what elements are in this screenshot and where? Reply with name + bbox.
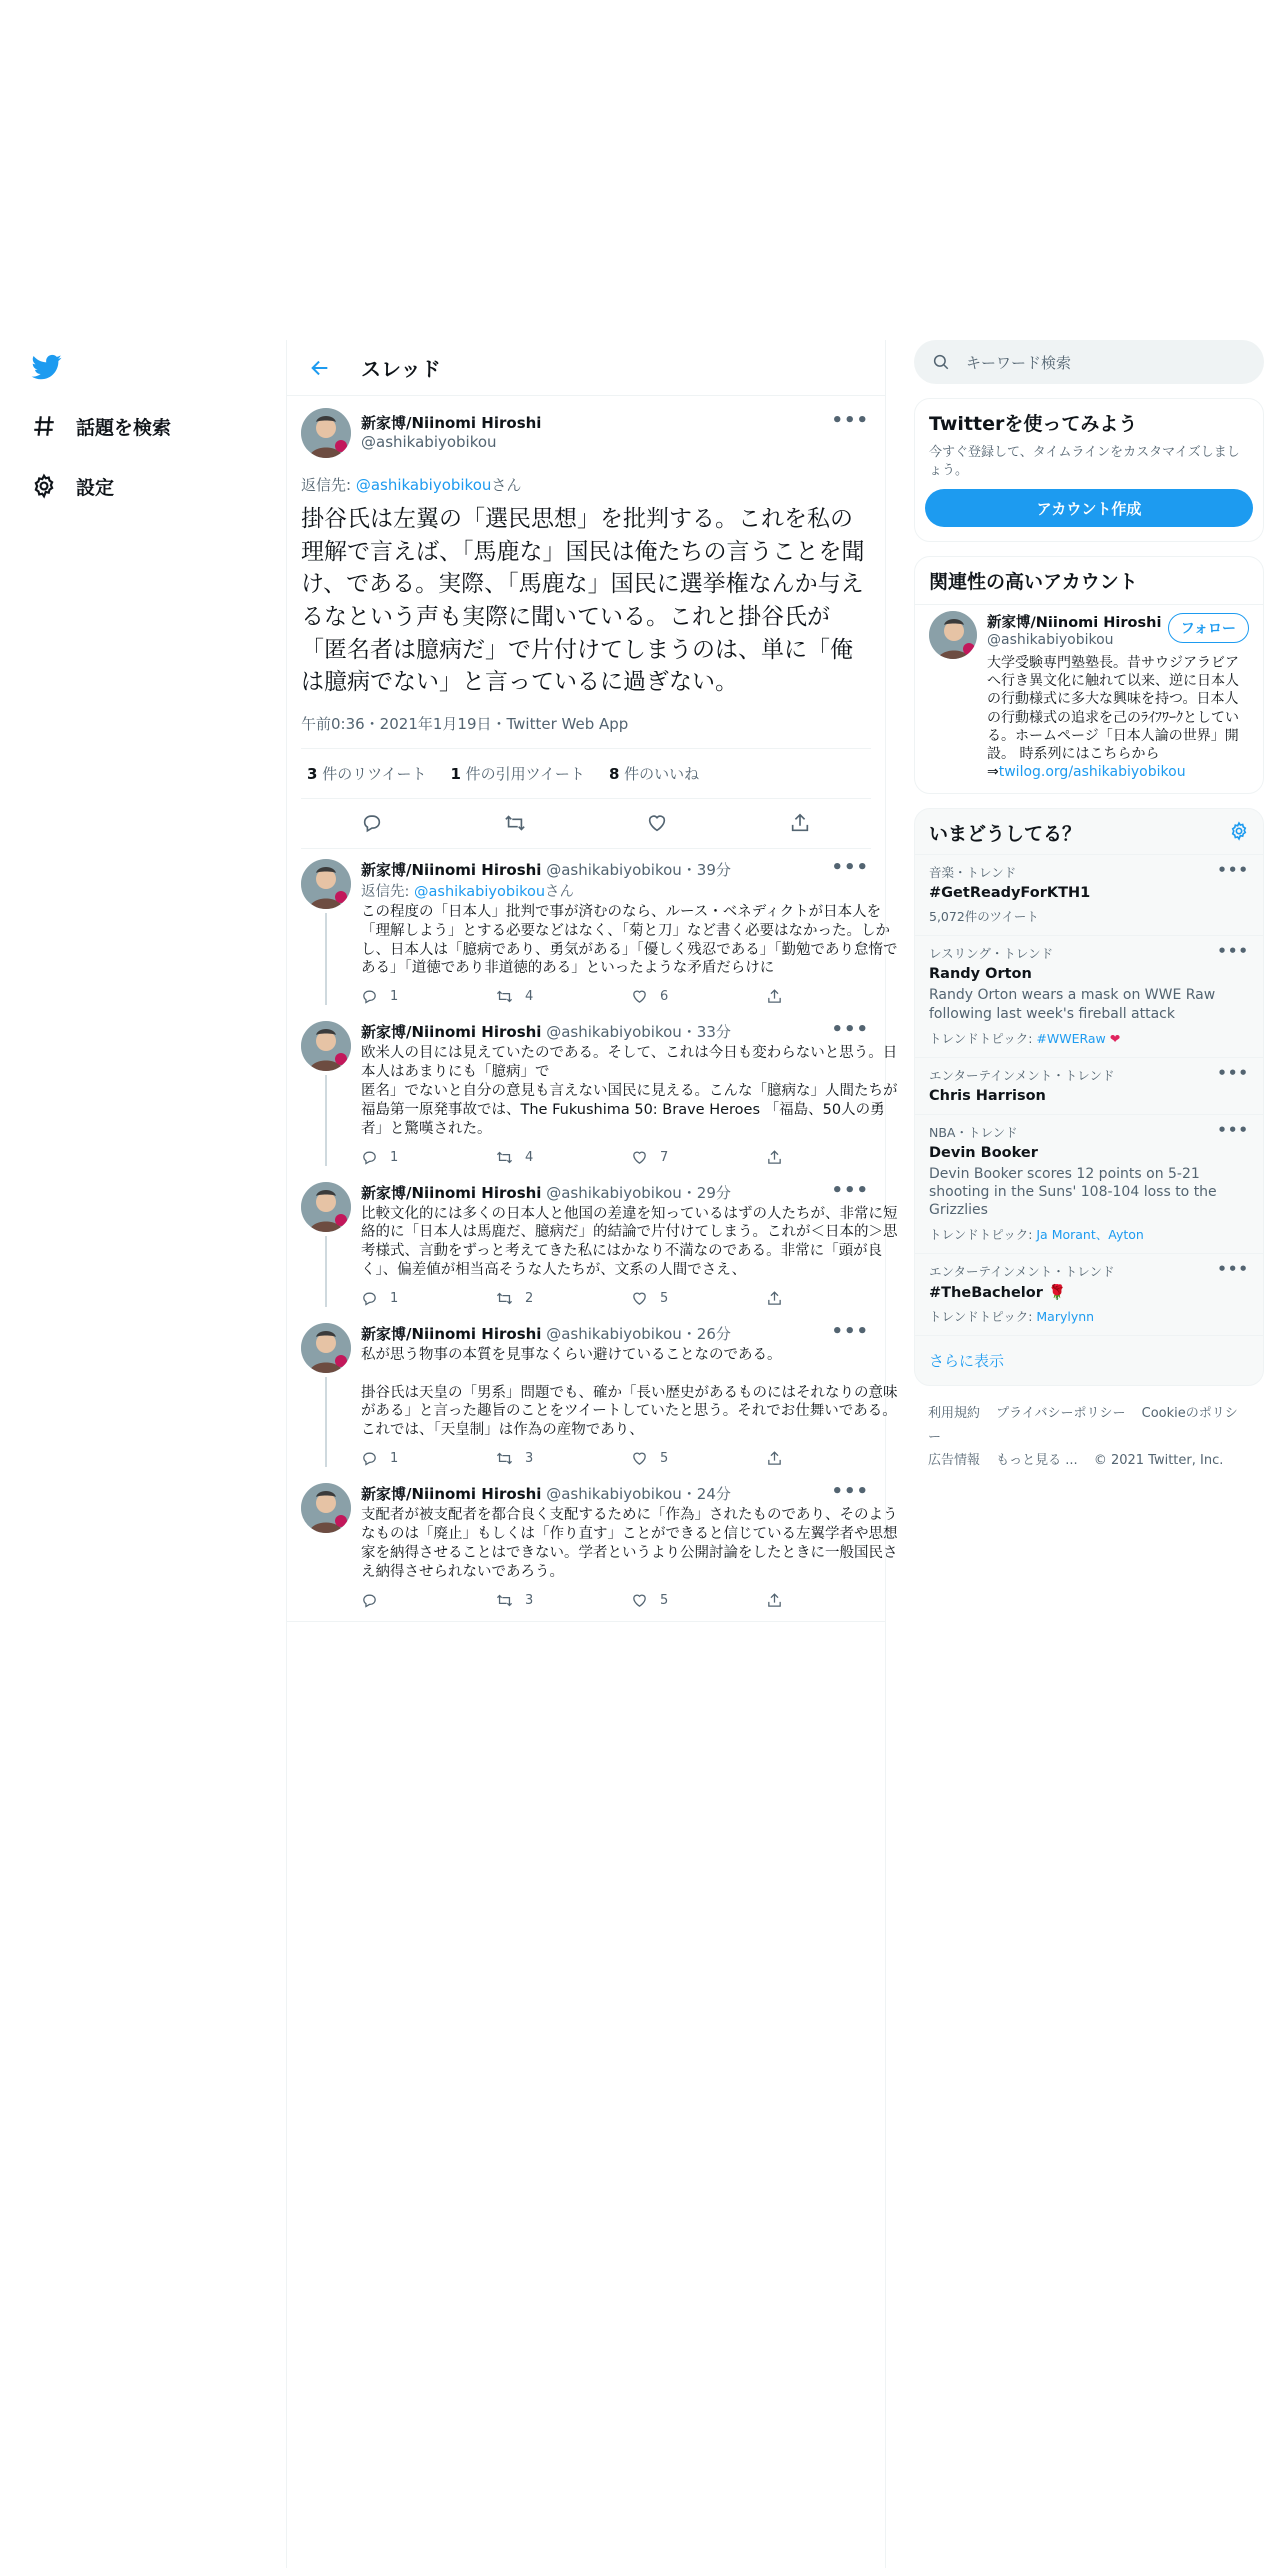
trend-item[interactable] xyxy=(915,936,1263,1057)
reply-text: 欧米人の目には見えていたのである。そして、これは今日も変わらないと思う。日本人はあまりにも「臆病」で 匿名」でないと自分の意見も言えない国民に見える。こんな「臆病な」人間たちが福島第一原発事故では、The Fukushima 50: Brave Heroes 「福島、50人の勇者」と驚嘆された。 xyxy=(361,1045,898,1137)
more-icon[interactable]: ••• xyxy=(831,410,869,431)
retweet-icon xyxy=(496,1592,513,1609)
reply-icon xyxy=(361,1149,378,1166)
thread-line xyxy=(325,1236,327,1307)
follow-button[interactable]: フォロー xyxy=(1168,613,1249,643)
reply-to: 返信先: @ashikabiyobikouさん xyxy=(361,883,575,900)
trend-topic-link[interactable]: #WWERaw xyxy=(1036,1030,1106,1046)
show-more-link[interactable]: さらに表示 xyxy=(929,1352,1005,1371)
trend-name: Randy Orton xyxy=(929,966,1032,983)
trend-name: #GetReadyForKTH1 xyxy=(929,885,1091,902)
trend-topics: トレンドトピック: Marylynn xyxy=(929,1309,1095,1325)
thread-line xyxy=(325,913,327,1005)
like-icon[interactable] xyxy=(644,810,670,836)
thread-line xyxy=(325,1377,327,1467)
quote-count[interactable]: 1 件の引用ツイート xyxy=(450,764,585,783)
reply-icon xyxy=(361,988,378,1005)
related-name[interactable]: 新家博/Niinomi Hiroshi xyxy=(987,615,1162,632)
reply-icon[interactable] xyxy=(359,810,385,836)
like-button[interactable]: 5 xyxy=(631,1290,766,1307)
footer xyxy=(914,1402,1264,1472)
retweet-count[interactable]: 3 件のリツイート xyxy=(307,764,427,783)
share-icon xyxy=(766,1450,783,1467)
reply-meta[interactable]: @ashikabiyobikou・24分 xyxy=(546,1485,731,1504)
nav-explore-label: 話題を検索 xyxy=(76,416,172,439)
avatar[interactable] xyxy=(929,611,977,659)
trends-card xyxy=(914,808,1264,1386)
right-sidebar xyxy=(914,340,1264,1473)
trend-meta: レスリング・トレンド xyxy=(929,946,1054,962)
footer-link[interactable]: プライバシーポリシー xyxy=(996,1406,1126,1422)
trend-desc: Devin Booker scores 12 points on 5-21 shooting in the Suns' 108-104 loss to the Grizzlies xyxy=(929,1165,1217,1219)
retweet-icon xyxy=(496,1149,513,1166)
reply-button[interactable]: 1 xyxy=(361,1149,496,1166)
hashtag-icon xyxy=(30,412,58,440)
like-button[interactable]: 7 xyxy=(631,1149,766,1166)
retweet-button[interactable]: 3 xyxy=(496,1592,631,1609)
reply-meta[interactable]: @ashikabiyobikou・33分 xyxy=(546,1023,731,1042)
list-item[interactable] xyxy=(287,1011,898,1171)
tweet-timestamp[interactable]: 午前0:36・2021年1月19日・Twitter Web App xyxy=(301,713,871,749)
trend-name: Chris Harrison xyxy=(929,1087,1046,1104)
trend-meta: 音楽・トレンド xyxy=(929,865,1017,881)
avatar[interactable] xyxy=(301,859,351,909)
list-item[interactable] xyxy=(287,1313,898,1473)
reply-meta[interactable]: @ashikabiyobikou・29分 xyxy=(546,1183,731,1202)
reply-icon xyxy=(361,1450,378,1467)
signup-card xyxy=(914,398,1264,542)
nav-explore[interactable] xyxy=(30,406,171,446)
author-name[interactable]: 新家博/Niinomi Hiroshi xyxy=(361,414,542,432)
trend-topics: トレンドトピック: #WWERaw ❤ xyxy=(929,1030,1121,1046)
avatar[interactable] xyxy=(301,1323,351,1373)
author-handle[interactable]: @ashikabiyobikou xyxy=(361,433,497,451)
reply-list xyxy=(287,849,898,1622)
retweet-icon xyxy=(496,988,513,1005)
bio-link[interactable]: twilog.org/ashikabiyobikou xyxy=(998,764,1186,781)
trend-name: #TheBachelor 🌹 xyxy=(929,1285,1066,1302)
reply-icon xyxy=(361,1592,378,1609)
more-icon[interactable]: ••• xyxy=(1217,1120,1249,1139)
share-icon xyxy=(766,1149,783,1166)
nav-settings[interactable] xyxy=(30,466,114,506)
reply-button[interactable]: 1 xyxy=(361,988,496,1005)
list-item[interactable] xyxy=(287,849,898,1011)
more-icon[interactable]: ••• xyxy=(831,1019,869,1041)
thread-line xyxy=(325,1075,327,1165)
tweet-text: 掛谷氏は左翼の「選民思想」を批判する。これを私の理解で言えば、「馬鹿な」国民は俺たちの言うことを聞け、である。実際、「馬鹿な」国民に選挙権なんか与えるなという声も実際に聞いている。これと掛谷氏が「匿名者は臆病だ」で片付けてしまうのは、単に「俺は臆病でない」と言っているに過ぎない。 xyxy=(301,506,865,696)
more-icon[interactable]: ••• xyxy=(1217,1260,1249,1279)
list-item[interactable] xyxy=(287,1473,898,1621)
more-icon[interactable]: ••• xyxy=(1217,861,1249,880)
share-button[interactable] xyxy=(766,1149,901,1166)
like-count[interactable]: 8 件のいいね xyxy=(608,764,700,783)
trend-meta: エンターテインメント・トレンド xyxy=(929,1067,1115,1083)
back-arrow-icon[interactable] xyxy=(305,353,335,383)
like-icon xyxy=(631,1149,648,1166)
reply-icon xyxy=(361,1290,378,1307)
like-icon xyxy=(631,988,648,1005)
reply-button[interactable] xyxy=(361,1592,496,1609)
signup-title: Twitterを使ってみよう xyxy=(929,413,1138,435)
rose-emoji-icon: 🌹 xyxy=(1047,1285,1066,1302)
related-handle[interactable]: @ashikabiyobikou xyxy=(987,632,1114,649)
reply-text: この程度の「日本人」批判で事が済むのなら、ルース・ベネディクトが日本人を「理解しよう」とする必要などはなく、「菊と刀」など書く必要はなかった。しかし、日本人は「臆病であり、勇気がある」「優しく残忍である」「勤勉であり怠惰である」「道徳であり非道徳的ある」といったような矛盾だらけに xyxy=(361,903,898,977)
trend-item[interactable] xyxy=(915,855,1263,936)
more-icon[interactable]: ••• xyxy=(831,1320,869,1342)
footer-link[interactable]: 利用規約 xyxy=(928,1406,981,1422)
like-button[interactable]: 5 xyxy=(631,1592,766,1609)
create-account-button[interactable]: アカウント作成 xyxy=(925,489,1253,527)
reply-author-name[interactable]: 新家博/Niinomi Hiroshi xyxy=(361,1183,542,1202)
retweet-icon[interactable] xyxy=(502,810,528,836)
reply-to-link[interactable]: @ashikabiyobikou xyxy=(355,476,492,494)
reply-to-link[interactable]: @ashikabiyobikou xyxy=(414,883,546,900)
trend-topics: トレンドトピック: Ja Morant、Ayton xyxy=(929,1227,1144,1243)
share-button[interactable] xyxy=(766,988,901,1005)
share-icon xyxy=(766,1592,783,1609)
retweet-button[interactable]: 2 xyxy=(496,1290,631,1307)
related-bio: 大学受験専門塾塾長。昔サウジアラビアへ行き異文化に触れて以来、逆に日本人の行動様式に多大な興味を持つ。日本人の行動様式の追求を己のﾗｲﾌﾜｰｸとしている。ホームページ「日本人論の世界」開設。 時系列にはこちらから⇒twilog.org/ashikabiyobikou xyxy=(987,655,1239,781)
footer-more-link[interactable]: もっと見る ... xyxy=(996,1453,1078,1469)
share-icon xyxy=(766,988,783,1005)
share-button[interactable] xyxy=(766,1592,901,1609)
avatar[interactable] xyxy=(301,1021,351,1071)
search-input[interactable] xyxy=(914,340,1264,384)
share-button[interactable] xyxy=(766,1290,901,1307)
retweet-button[interactable]: 4 xyxy=(496,988,631,1005)
search-icon xyxy=(932,353,950,371)
related-title: 関連性の高いアカウント xyxy=(915,557,1263,605)
reply-author-name[interactable]: 新家博/Niinomi Hiroshi xyxy=(361,1485,542,1504)
copyright: © 2021 Twitter, Inc. xyxy=(1093,1453,1224,1469)
footer-link[interactable]: Cookieのポリシー xyxy=(928,1406,1238,1445)
footer-link[interactable]: 広告情報 xyxy=(928,1453,981,1469)
more-icon[interactable]: ••• xyxy=(1217,1063,1249,1082)
retweet-icon xyxy=(496,1290,513,1307)
main-tweet xyxy=(287,396,885,849)
reply-meta[interactable]: @ashikabiyobikou・39分 xyxy=(546,860,731,879)
reply-button[interactable]: 1 xyxy=(361,1290,496,1307)
like-button[interactable]: 6 xyxy=(631,988,766,1005)
gear-icon[interactable] xyxy=(1229,821,1249,845)
share-button[interactable] xyxy=(766,1450,901,1467)
gear-icon xyxy=(30,472,58,500)
tweet-actions xyxy=(301,799,871,849)
like-icon xyxy=(631,1290,648,1307)
reply-author-name[interactable]: 新家博/Niinomi Hiroshi xyxy=(361,1023,542,1042)
trend-meta: NBA・トレンド xyxy=(929,1124,1018,1140)
trend-topic-link[interactable]: Ja Morant、Ayton xyxy=(1036,1227,1144,1243)
like-icon xyxy=(631,1450,648,1467)
search-placeholder: キーワード検索 xyxy=(966,353,1072,372)
retweet-button[interactable]: 3 xyxy=(496,1450,631,1467)
thread-column xyxy=(286,340,898,2568)
reply-text: 比較文化的には多くの日本人と他国の差違を知っているはずの人たちが、非常に短絡的に「日本人は馬鹿だ、臆病だ」的結論で片付けてしまう。これが＜日本的＞思考様式、言動をずっと考えてきた私にはかなり不満なのである。非常に「頭が良く」、偏差値が相当高そうな人たちが、文系の人間でさえ、 xyxy=(361,1205,898,1279)
more-icon[interactable]: ••• xyxy=(831,1481,869,1503)
trend-topic-link[interactable]: Marylynn xyxy=(1036,1309,1095,1325)
list-item[interactable] xyxy=(287,1172,898,1313)
reply-text: 私が思う物事の本質を見事なくらい避けていることなのである。 掛谷氏は天皇の「男系」問題でも、確か「長い歴史があるものにはそれなりの意味がある」と言った趣旨のことをツイートしていたと思う。それでお仕舞いである。これでは、「天皇制」は作為の産物であり、 xyxy=(361,1346,898,1439)
trend-item[interactable] xyxy=(915,1058,1263,1115)
more-icon[interactable]: ••• xyxy=(831,856,869,878)
avatar[interactable] xyxy=(301,408,351,458)
thread-header xyxy=(287,340,885,396)
trend-name: Devin Booker xyxy=(929,1144,1038,1161)
share-icon[interactable] xyxy=(787,810,813,836)
trend-count: 5,072件のツイート xyxy=(929,909,1039,925)
more-icon[interactable]: ••• xyxy=(1217,942,1249,961)
nav-settings-label: 設定 xyxy=(76,476,115,499)
tweet-stats xyxy=(301,749,871,799)
signup-text: 今すぐ登録して、タイムラインをカスタマイズしましょう。 xyxy=(929,445,1240,478)
retweet-icon xyxy=(496,1450,513,1467)
avatar[interactable] xyxy=(301,1182,351,1232)
like-icon xyxy=(631,1592,648,1609)
share-icon xyxy=(766,1290,783,1307)
reply-text: 支配者が被支配者を都合良く支配するために「作為」されたものであり、そのようなものは「廃止」もしくは「作り直す」ことができると信じている左翼学者や思想家を納得させることはできない。学者というより公開討論をしたときに一般国民さえ納得させられないであろう。 xyxy=(361,1507,898,1580)
related-accounts-card xyxy=(914,556,1264,794)
trend-item[interactable] xyxy=(915,1115,1263,1255)
reply-meta[interactable]: @ashikabiyobikou・26分 xyxy=(546,1324,731,1343)
trends-title: いまどうしてる？ xyxy=(929,823,1082,846)
trend-meta: エンターテインメント・トレンド xyxy=(929,1264,1115,1280)
reply-author-name[interactable]: 新家博/Niinomi Hiroshi xyxy=(361,860,542,879)
like-button[interactable]: 5 xyxy=(631,1450,766,1467)
avatar[interactable] xyxy=(301,1483,351,1533)
twitter-logo-icon[interactable] xyxy=(30,352,64,382)
retweet-button[interactable]: 4 xyxy=(496,1149,631,1166)
reply-author-name[interactable]: 新家博/Niinomi Hiroshi xyxy=(361,1324,542,1343)
reply-to: 返信先: @ashikabiyobikouさん xyxy=(301,476,522,494)
trend-desc: Randy Orton wears a mask on WWE Raw following last week's fireball attack xyxy=(929,987,1216,1022)
trend-item[interactable] xyxy=(915,1254,1263,1336)
more-icon[interactable]: ••• xyxy=(831,1179,869,1201)
page-title: スレッド xyxy=(361,357,441,381)
reply-button[interactable]: 1 xyxy=(361,1450,496,1467)
